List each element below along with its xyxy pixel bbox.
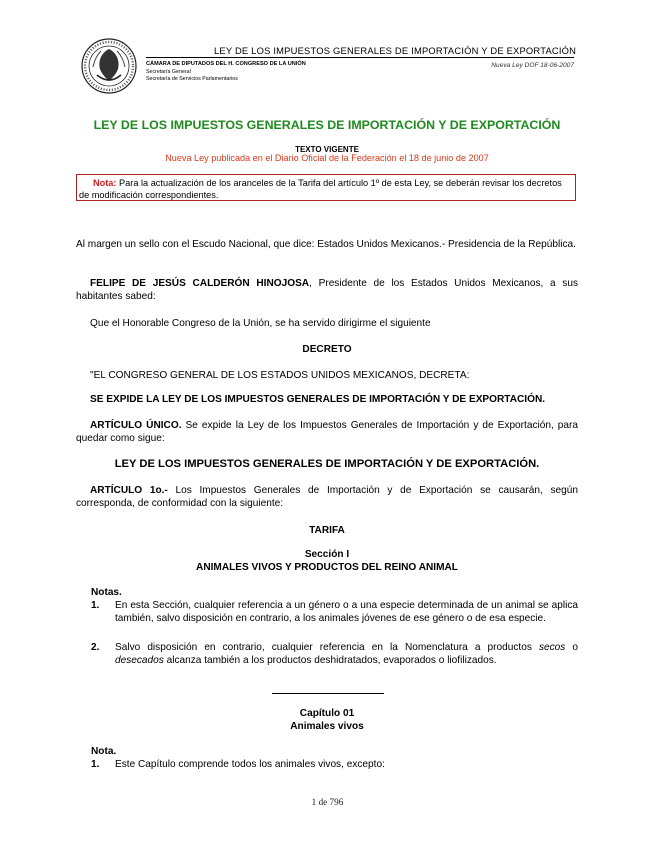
texto-vigente-label: TEXTO VIGENTE <box>295 145 359 154</box>
nota-item-1 <box>91 599 578 639</box>
org-name: CÁMARA DE DIPUTADOS DEL H. CONGRESO DE LA UNIÓN <box>146 61 306 67</box>
articulo-1-label: ARTÍCULO 1o.- <box>90 485 168 496</box>
nota-item-2-post: alcanza también a los productos deshidratados, evaporados o liofilizados. <box>163 655 497 666</box>
paragraph-congreso: Que el Honorable Congreso de la Unión, se ha servido dirigirme el siguiente <box>90 318 431 329</box>
articulo-unico-text: Se expide la Ley de los Impuestos Generales de Importación y de Exportación, para quedar como sigue: <box>76 420 579 444</box>
paragraph-articulo-1 <box>76 484 578 510</box>
paragraph-se-expide: SE EXPIDE LA LEY DE LOS IMPUESTOS GENERALES DE IMPORTACIÓN Y DE EXPORTACIÓN. <box>90 394 546 405</box>
nota-item-2-pre: Salvo disposición en contrario, cualquier referencia en la Nomenclatura a productos <box>115 642 539 653</box>
presidente-name: FELIPE DE JESÚS CALDERÓN HINOJOSA <box>90 278 310 289</box>
capitulo-heading: Capítulo 01 <box>299 708 355 719</box>
nota-item-1-text: En esta Sección, cualquier referencia a un género o a una especie determinada de un animal se aplica también, salvo disposición en contrario, a los animales jóvenes de ese género o de esa especie. <box>115 600 578 624</box>
capitulo-title: Animales vivos <box>290 721 364 732</box>
tarifa-heading: TARIFA <box>309 525 345 536</box>
org-secretaria-general: Secretaría General <box>146 69 191 75</box>
capitulo-nota-item-1 <box>91 758 578 772</box>
nota-box-lead: Nota: <box>93 178 117 188</box>
law-title: LEY DE LOS IMPUESTOS GENERALES DE IMPORTACIÓN Y DE EXPORTACIÓN. <box>114 458 540 470</box>
nota-box-text: Para la actualización de los aranceles de la Tarifa del artículo 1º de esta Ley, se deberán revisar los decretos de modificación correspondientes. <box>79 178 562 200</box>
page-number: 1 de 796 <box>311 797 344 807</box>
presidente-rest: , Presidente de los Estados Unidos Mexicanos, a sus habitantes sabed: <box>76 278 579 302</box>
articulo-unico-label: ARTÍCULO ÚNICO. <box>90 420 182 431</box>
org-servicios-parlamentarios: Secretaría de Servicios Parlamentarios <box>146 76 238 82</box>
running-title: LEY DE LOS IMPUESTOS GENERALES DE IMPORTACIÓN Y DE EXPORTACIÓN <box>214 45 577 56</box>
decreto-heading: DECRETO <box>302 344 352 355</box>
nota-item-2 <box>91 641 578 669</box>
section-separator <box>272 693 384 694</box>
notas-label: Notas. <box>91 587 122 598</box>
nota-item-2-mid: o <box>565 642 578 653</box>
nota-item-2-number: 2. <box>91 642 100 653</box>
publication-note: Nueva Ley publicada en el Diario Oficial de la Federación el 18 de junio de 2007 <box>165 153 489 163</box>
nota-box <box>76 174 576 201</box>
paragraph-sello: Al margen un sello con el Escudo Nacional, que dice: Estados Unidos Mexicanos.- Presidencia de la República. <box>76 239 576 250</box>
coat-of-arms-seal-icon <box>79 37 139 95</box>
nota-label: Nota. <box>91 746 117 757</box>
nota-item-2-secos: secos <box>538 642 566 653</box>
capitulo-nota-item-1-number: 1. <box>91 759 100 770</box>
paragraph-presidente <box>76 277 578 303</box>
nota-item-1-number: 1. <box>91 600 100 611</box>
header-right-note: Nueva Ley DOF 18-06-2007 <box>491 62 574 69</box>
seccion-heading: Sección I <box>304 549 350 560</box>
header-rule <box>146 57 574 58</box>
nota-item-2-text <box>115 641 578 667</box>
seccion-title: ANIMALES VIVOS Y PRODUCTOS DEL REINO ANIMAL <box>196 562 458 573</box>
articulo-1-text: Los Impuestos Generales de Importación y de Exportación se causarán, según corresponda, de conformidad con la siguiente: <box>76 485 578 509</box>
paragraph-decreta: "EL CONGRESO GENERAL DE LOS ESTADOS UNIDOS MEXICANOS, DECRETA: <box>90 370 470 381</box>
capitulo-nota-item-1-text: Este Capítulo comprende todos los animales vivos, excepto: <box>115 759 385 770</box>
nota-item-2-desecados: desecados <box>115 655 164 666</box>
paragraph-articulo-unico <box>76 419 578 445</box>
document-title: LEY DE LOS IMPUESTOS GENERALES DE IMPORTACIÓN Y DE EXPORTACIÓN <box>93 118 561 132</box>
